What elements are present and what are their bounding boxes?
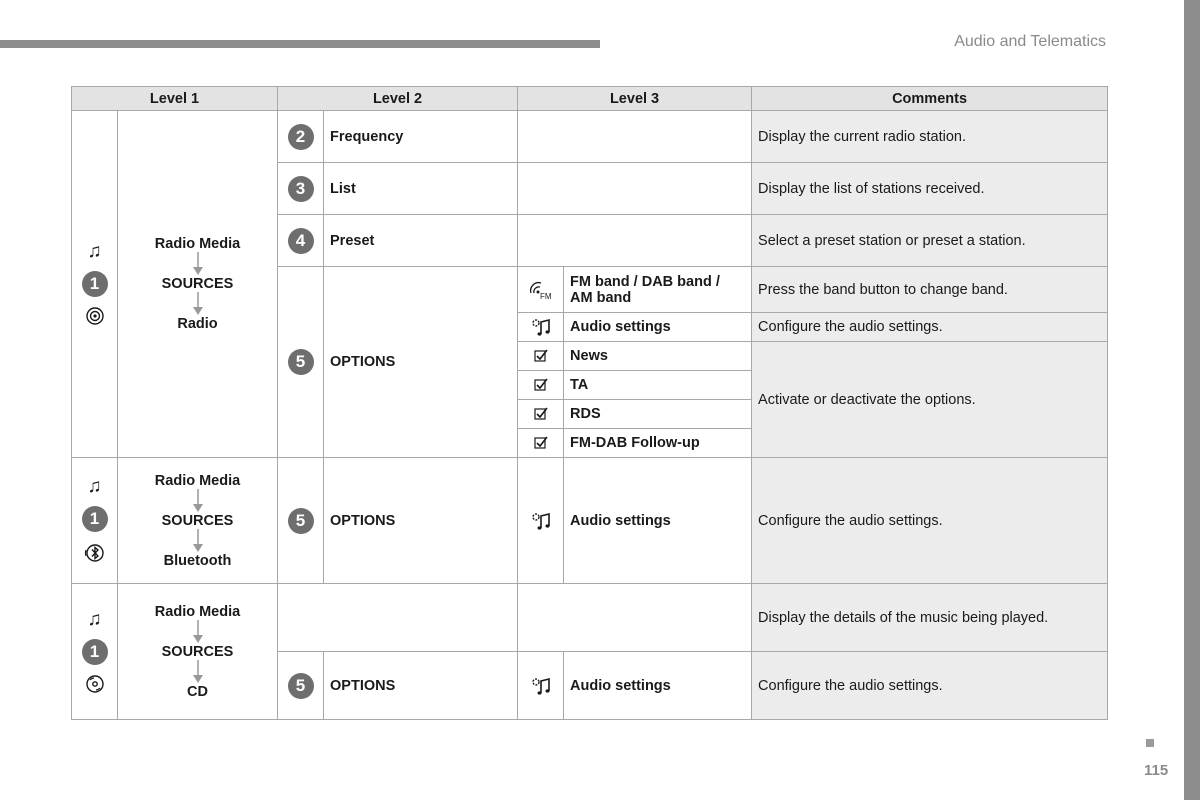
step-badge: 4 (288, 228, 314, 254)
path-step-sources: SOURCES (161, 643, 234, 660)
comment-cell: Display the details of the music being played. (752, 584, 1108, 652)
level2-num-cell (278, 652, 324, 720)
level1-path-cd (118, 584, 278, 720)
page-edge-strip (1184, 0, 1200, 800)
music-note-icon: ♫ (87, 241, 102, 262)
table-row (72, 458, 1108, 584)
path-step-radio: Radio (177, 316, 218, 332)
audio-settings-icon (529, 675, 553, 697)
level2-num-cell (278, 215, 324, 267)
checkbox-icon (534, 407, 548, 421)
level2-num-cell (278, 163, 324, 215)
top-accent-bar (0, 40, 600, 48)
level3-rds: RDS (564, 400, 752, 429)
level3-icon-cell (518, 458, 564, 584)
level3-band: FM band / DAB band / AM band (564, 267, 752, 313)
svg-text:FM: FM (539, 291, 552, 301)
level3-audio-settings: Audio settings (564, 313, 752, 342)
comment-cell: Press the band button to change band. (752, 267, 1108, 313)
step-badge: 5 (288, 349, 314, 375)
step-badge: 1 (82, 639, 108, 665)
table-row (72, 111, 1108, 163)
level2-list: List (324, 163, 518, 215)
level3-ta: TA (564, 371, 752, 400)
level2-num-cell (278, 458, 324, 584)
header-level-1: Level 1 (72, 87, 278, 111)
checkbox-icon (534, 349, 548, 363)
page-number: 115 (1144, 762, 1169, 779)
path-step-cd: CD (187, 683, 208, 700)
path-step-radio-media: Radio Media (154, 603, 241, 620)
level3-fm-dab-follow-up: FM-DAB Follow-up (564, 429, 752, 458)
music-note-icon: ♫ (87, 475, 102, 497)
comment-cell: Select a preset station or preset a station. (752, 215, 1108, 267)
level3-icon-cell (518, 371, 564, 400)
header-level-2: Level 2 (278, 87, 518, 111)
level1-path-radio (118, 111, 278, 458)
arrow-down-icon (191, 489, 205, 513)
level3-icon-cell (518, 313, 564, 342)
path-step-sources: SOURCES (161, 512, 234, 529)
arrow-down-icon (191, 252, 205, 276)
section-title: Audio and Telematics (954, 33, 1106, 50)
step-badge: 1 (82, 506, 108, 532)
comment-cell: Display the current radio station. (752, 111, 1108, 163)
path-step-radio-media: Radio Media (154, 236, 241, 252)
level3-icon-cell (518, 400, 564, 429)
level2-options: OPTIONS (324, 652, 518, 720)
path-step-sources: SOURCES (161, 276, 234, 292)
level1-icons-radio (72, 111, 118, 458)
comment-cell: Configure the audio settings. (752, 458, 1108, 584)
level1-icons-bluetooth (72, 458, 118, 584)
level2-options: OPTIONS (324, 458, 518, 584)
audio-settings-icon (529, 510, 553, 532)
menu-table (71, 86, 1108, 720)
level1-icons-cd (72, 584, 118, 720)
path-step-radio-media: Radio Media (154, 472, 241, 489)
level2-num-cell (278, 111, 324, 163)
level3-empty (518, 215, 752, 267)
step-badge: 5 (288, 508, 314, 534)
level2-empty (278, 584, 518, 652)
step-badge: 2 (288, 124, 314, 150)
level3-audio-settings: Audio settings (564, 458, 752, 584)
checkbox-icon (534, 436, 548, 450)
header-comments: Comments (752, 87, 1108, 111)
level2-preset: Preset (324, 215, 518, 267)
step-badge: 5 (288, 673, 314, 699)
comment-cell: Configure the audio settings. (752, 652, 1108, 720)
level3-empty (518, 163, 752, 215)
music-note-icon: ♫ (87, 608, 102, 630)
checkbox-icon (534, 378, 548, 392)
arrow-down-icon (191, 529, 205, 553)
level2-frequency: Frequency (324, 111, 518, 163)
level3-icon-cell (518, 267, 564, 313)
level1-path-bluetooth (118, 458, 278, 584)
level3-empty (518, 584, 752, 652)
audio-settings-icon (529, 316, 553, 338)
step-badge: 3 (288, 176, 314, 202)
table-row (72, 584, 1108, 652)
radio-antenna-icon (85, 306, 105, 326)
level3-news: News (564, 342, 752, 371)
comment-cell: Configure the audio settings. (752, 313, 1108, 342)
level3-icon-cell (518, 652, 564, 720)
arrow-down-icon (191, 620, 205, 644)
fm-band-icon (528, 279, 554, 301)
level3-audio-settings: Audio settings (564, 652, 752, 720)
bluetooth-icon (83, 541, 107, 565)
cd-icon (85, 674, 105, 694)
level3-icon-cell (518, 342, 564, 371)
header-level-3: Level 3 (518, 87, 752, 111)
arrow-down-icon (191, 660, 205, 684)
level2-num-cell (278, 267, 324, 458)
path-step-bluetooth: Bluetooth (163, 552, 232, 569)
comment-cell: Activate or deactivate the options. (752, 342, 1108, 458)
level3-icon-cell (518, 429, 564, 458)
comment-cell: Display the list of stations received. (752, 163, 1108, 215)
page-marker (1146, 739, 1154, 747)
level3-empty (518, 111, 752, 163)
step-badge: 1 (82, 271, 108, 297)
level2-options: OPTIONS (324, 267, 518, 458)
table-header-row (72, 87, 1108, 111)
arrow-down-icon (191, 292, 205, 316)
